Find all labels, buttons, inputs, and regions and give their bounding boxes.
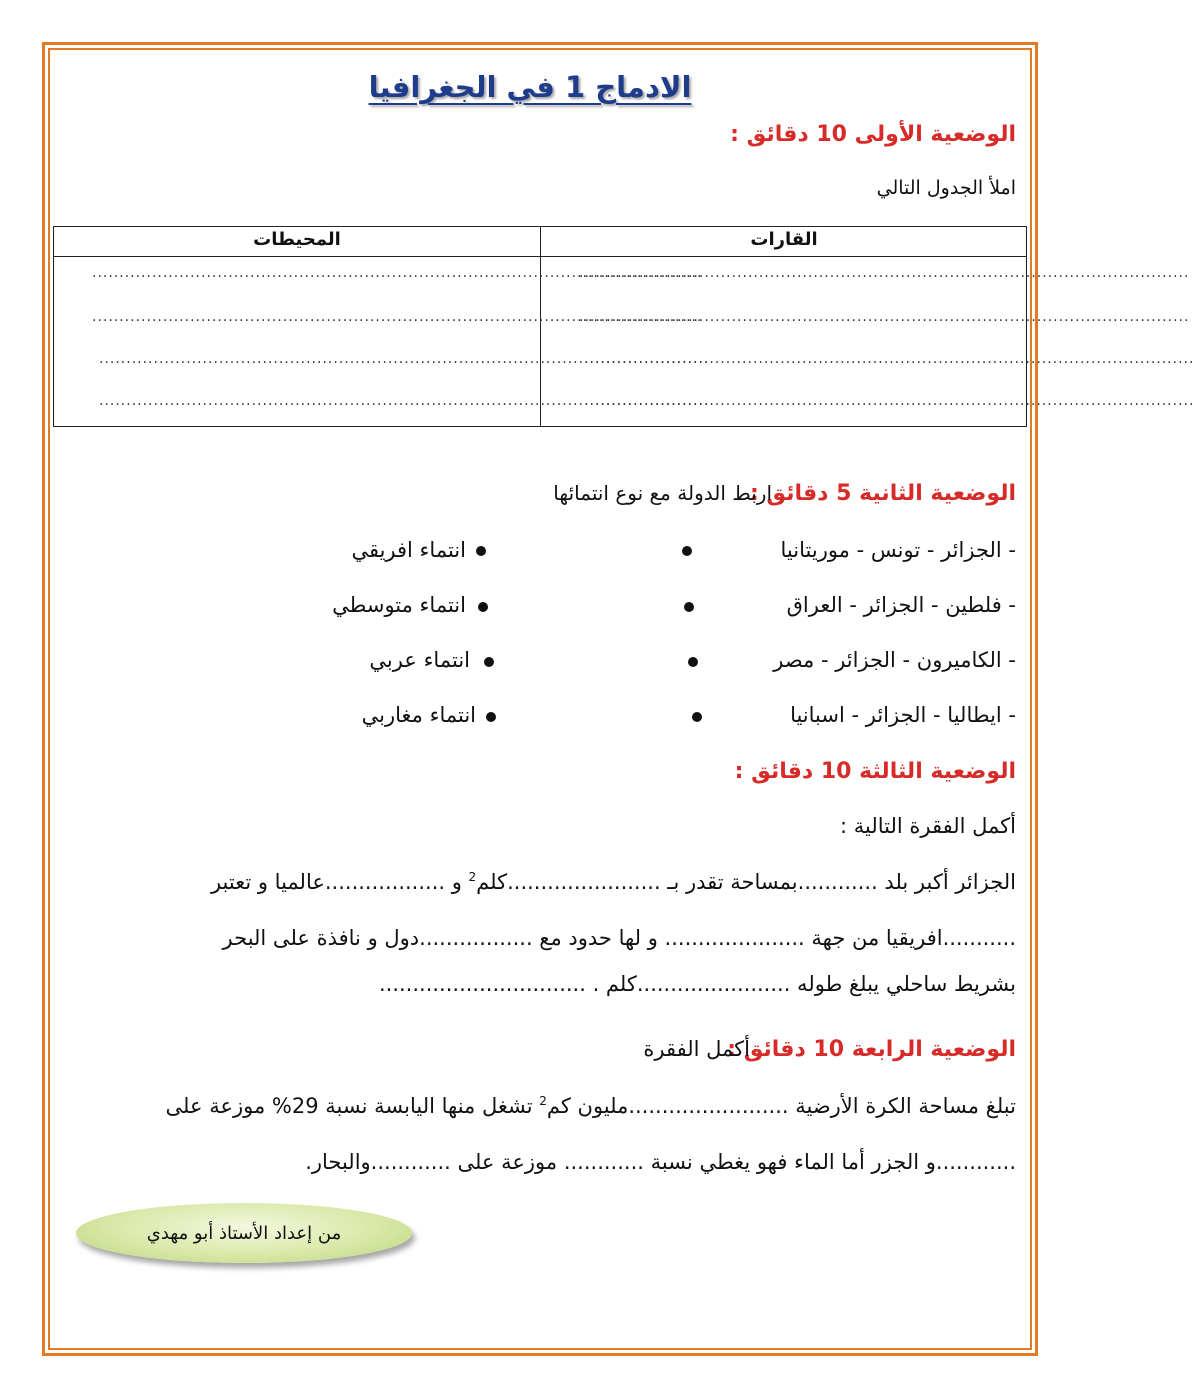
ocean-blank-4[interactable]: ................................................................................................................	[99, 393, 710, 409]
continent-blank-4[interactable]: ................................................................................................................	[584, 393, 1194, 409]
section1-instruction: املأ الجدول التالي	[876, 177, 1016, 199]
match-dot-left-1[interactable]	[682, 546, 692, 556]
section3-paragraph-line3: بشريط ساحلي يبلغ طوله .......................كلم . ...............................	[378, 972, 1016, 996]
match-dot-right-3[interactable]	[484, 657, 494, 667]
section2-instruction: اربط الدولة مع نوع انتمائها	[553, 481, 772, 505]
section3-paragraph-line2: ...........افريقيا من جهة ..................... و لها حدود مع .................دول و نافذة على البحر	[222, 926, 1016, 950]
ocean-blank-1[interactable]: ................................................................................................................	[92, 265, 703, 281]
section3-paragraph-line1: الجزائر أكبر بلد ............بمساحة تقدر بـ .......................كلم$^2$ و ..................عالميا و تعتبر	[210, 870, 1016, 894]
match-dot-left-2[interactable]	[684, 602, 694, 612]
section4-heading: الوضعية الرابعة 10 دقائق :	[727, 1037, 1016, 1062]
match-dot-right-1[interactable]	[476, 546, 486, 556]
match-dot-right-2[interactable]	[478, 602, 488, 612]
belonging-mediterranean: انتماء متوسطي	[332, 593, 466, 617]
author-badge	[76, 1203, 412, 1263]
match-dot-left-3[interactable]	[688, 657, 698, 667]
match-dot-left-4[interactable]	[692, 712, 702, 722]
page-title: الادماج 1 في الجغرافيا	[368, 70, 692, 104]
section1-heading: الوضعية الأولى 10 دقائق :	[730, 122, 1016, 147]
match-dot-right-4[interactable]	[486, 712, 496, 722]
country-group-4: - ايطاليا - الجزائر - اسبانيا	[790, 703, 1016, 727]
continent-blank-3[interactable]: ................................................................................................................	[584, 351, 1194, 367]
country-group-1: - الجزائر - تونس - موريتانيا	[780, 538, 1016, 562]
continents-oceans-table	[53, 226, 1194, 427]
section3-instruction: أكمل الفقرة التالية :	[839, 814, 1016, 838]
table-header-continents: القارات	[750, 229, 818, 250]
ocean-blank-3[interactable]: ................................................................................................................	[99, 351, 710, 367]
belonging-african: انتماء افريقي	[351, 538, 466, 562]
section4-paragraph-line1: تبلغ مساحة الكرة الأرضية ........................مليون كم$^2$ تشغل منها اليابسة نسبة 29% موزعة على	[165, 1094, 1016, 1118]
section4-instruction: أكمل الفقرة	[643, 1037, 750, 1061]
continent-blank-2[interactable]: ................................................................................................................	[579, 309, 1190, 325]
ocean-blank-2[interactable]: ................................................................................................................	[92, 309, 703, 325]
section3-heading: الوضعية الثالثة 10 دقائق :	[734, 759, 1016, 784]
belonging-arab: انتماء عربي	[369, 648, 470, 672]
author-credit: من إعداد الأستاذ أبو مهدي	[146, 1222, 342, 1244]
section2-heading: الوضعية الثانية 5 دقائق :	[749, 481, 1016, 506]
continent-blank-1[interactable]: ................................................................................................................	[579, 265, 1190, 281]
section4-paragraph-line2: ............و الجزر أما الماء فهو يغطي نسبة ............ موزعة على ............والبحار.	[305, 1150, 1016, 1174]
belonging-maghreb: انتماء مغاربي	[361, 703, 476, 727]
table-header-oceans: المحيطات	[253, 229, 341, 250]
country-group-2: - فلطين - الجزائر - العراق	[786, 593, 1016, 617]
country-group-3: - الكاميرون - الجزائر - مصر	[773, 648, 1016, 672]
